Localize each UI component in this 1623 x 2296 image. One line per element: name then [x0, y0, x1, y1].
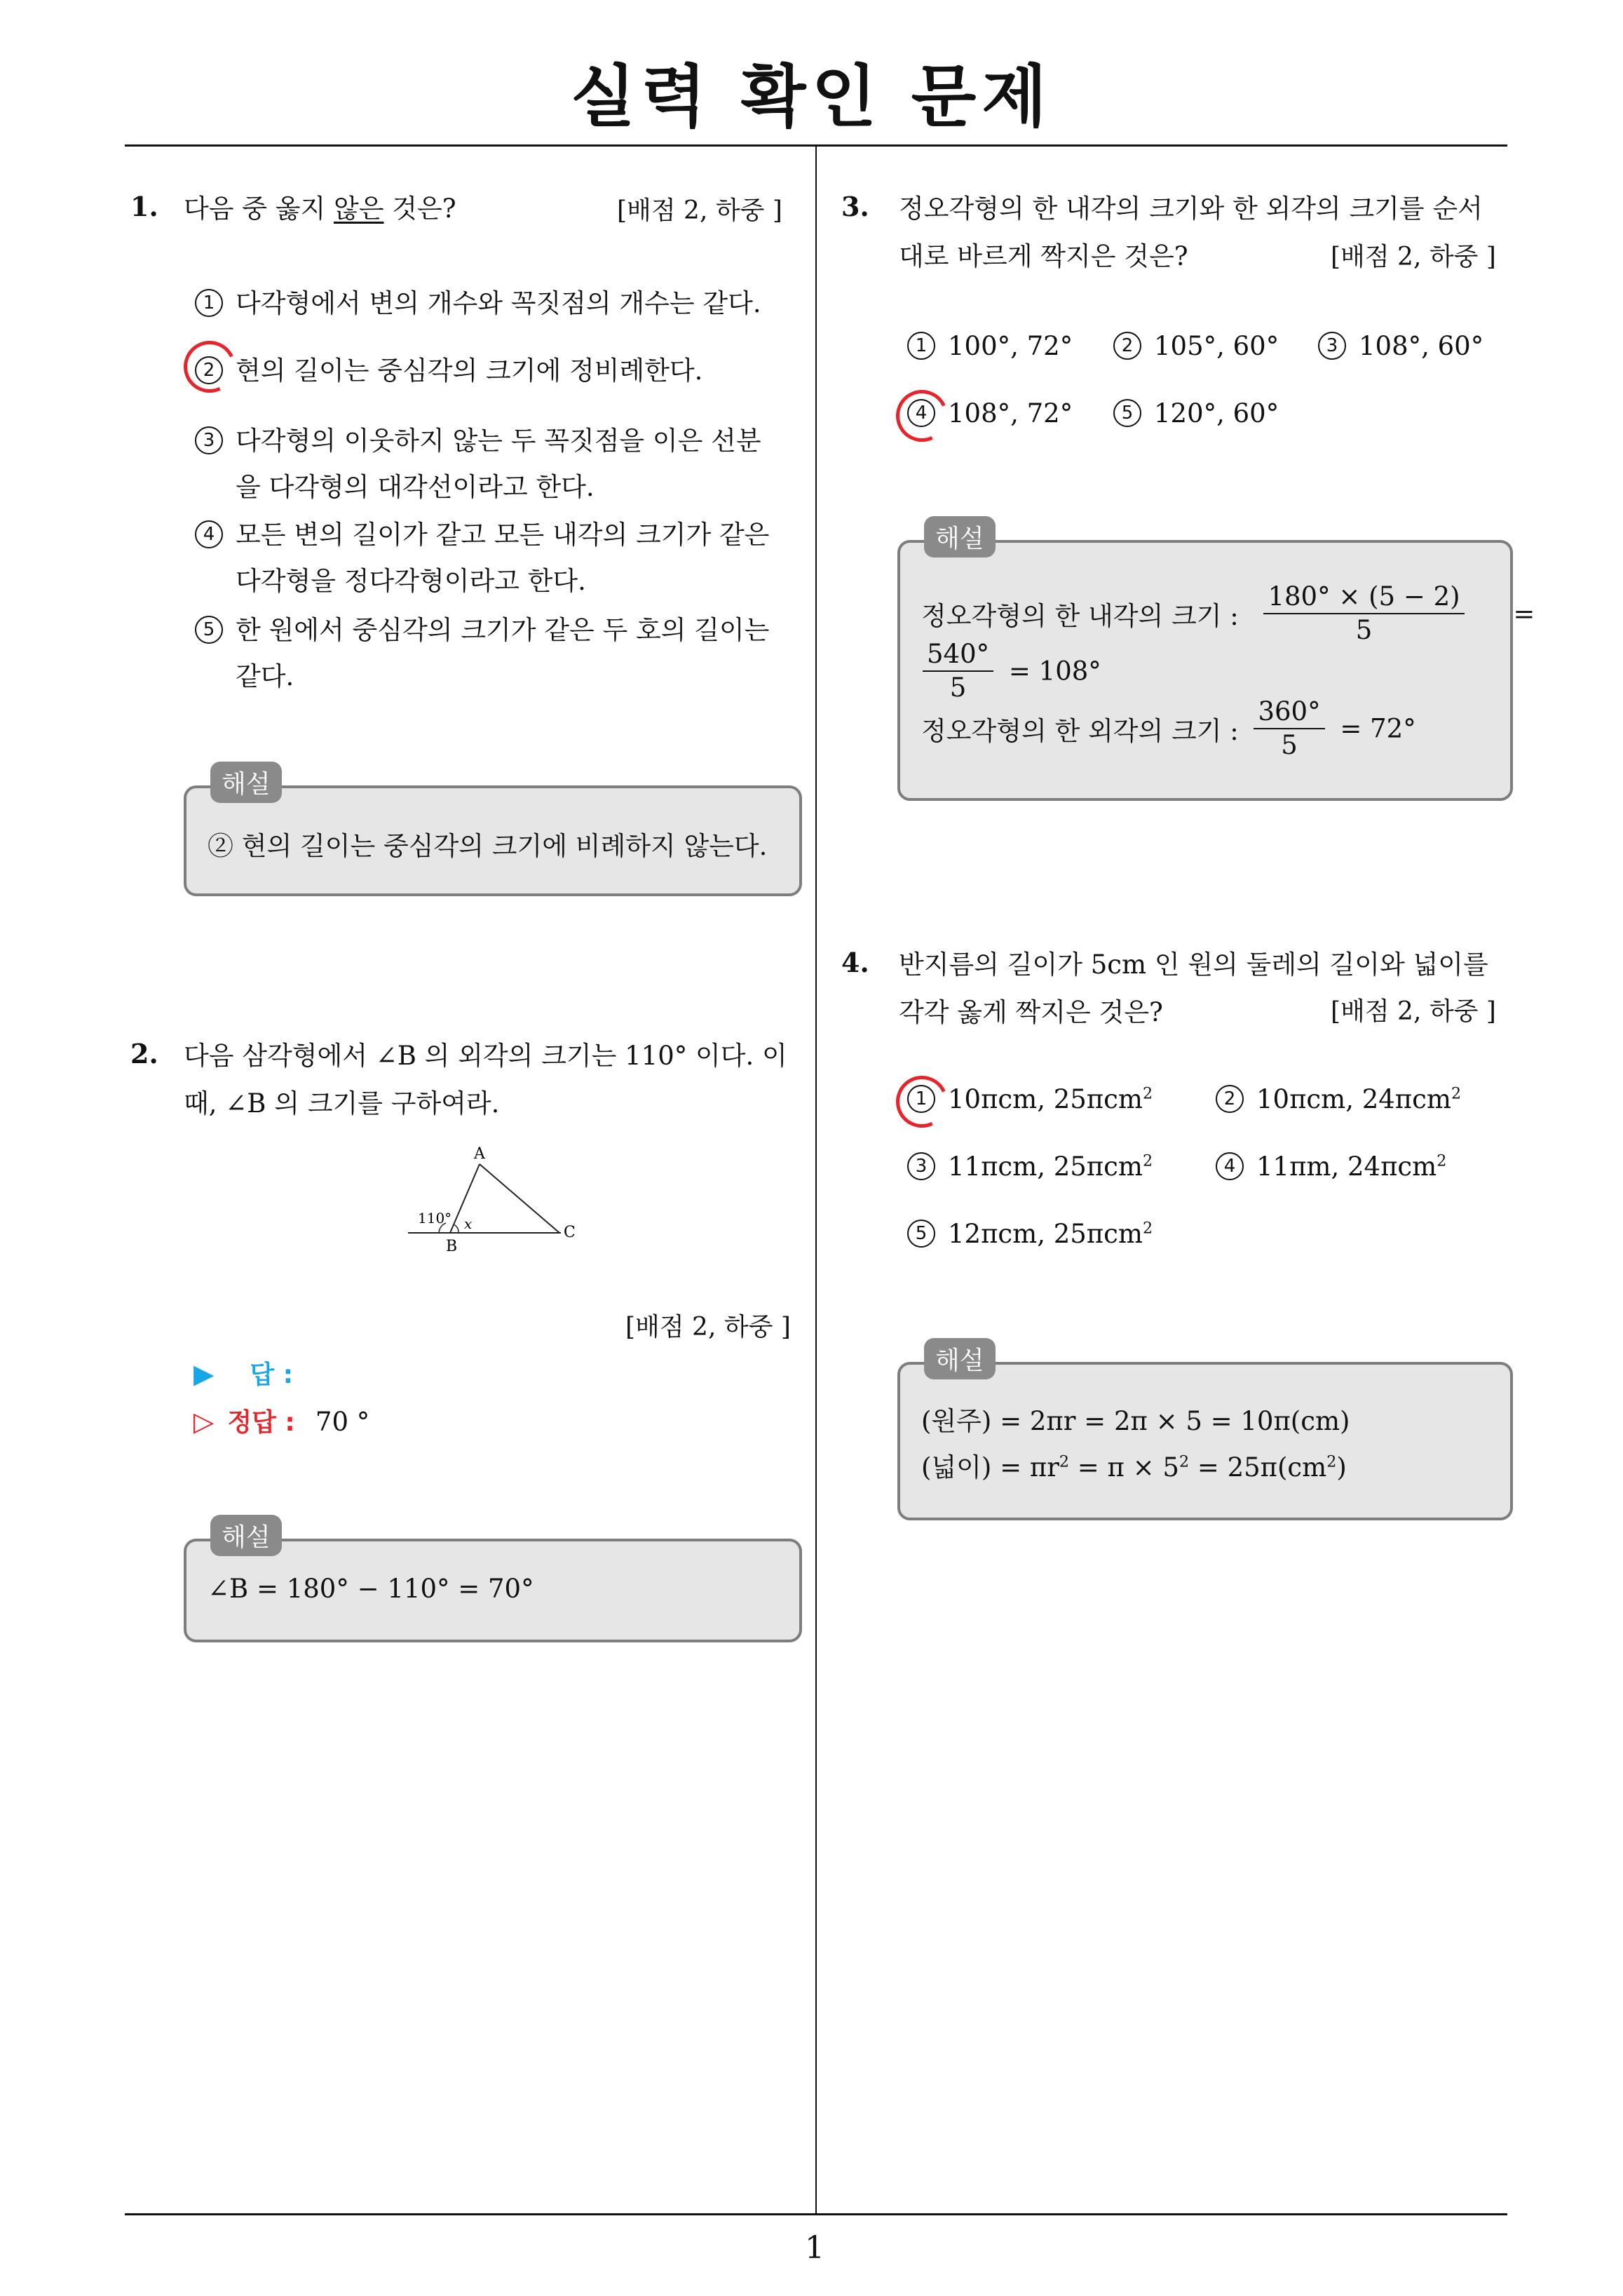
bottom-rule: [125, 2213, 1507, 2215]
q3-expl-frac2: [923, 638, 993, 704]
q3-expl-frac1-num: 180° × (5 − 2): [1263, 581, 1464, 614]
q3-option-2-number: 2: [1113, 332, 1141, 360]
q4-question-line2: 각각 옳게 짝지은 것은?: [899, 997, 1163, 1027]
q2-label-x: x: [464, 1215, 473, 1232]
q2-label-b: B: [446, 1238, 458, 1255]
q3-expl-frac1: [1263, 581, 1464, 647]
q1-question-pre: 다음 중 옳지: [184, 194, 334, 224]
q1-option-5-text: 한 원에서 중심각의 크기가 같은 두 호의 길이는: [236, 615, 770, 645]
q4-question-line1: 반지름의 길이가 5cm 인 원의 둘레의 길이와 넓이를: [899, 950, 1488, 980]
q1-option-1[interactable]: [195, 282, 761, 320]
q4-expl-line2-sup2: 2: [1179, 1452, 1190, 1471]
q1-question: [184, 185, 456, 233]
q4-option-1-text: 10πcm, 25πcm: [948, 1084, 1143, 1114]
q2-label-c: C: [564, 1224, 576, 1241]
q4-expl-line1: (원주) = 2πr = 2π × 5 = 10π(cm): [921, 1406, 1350, 1436]
q2-solution-label: 정답 :: [227, 1408, 295, 1437]
q3-option-4-number: 4: [907, 399, 935, 427]
column-divider: [815, 146, 817, 2215]
q4-score: [배점 2, 하중 ]: [1331, 997, 1496, 1026]
q3-option-2[interactable]: [1113, 331, 1279, 363]
q1-option-5-number: 5: [195, 616, 223, 644]
q3-option-3[interactable]: [1318, 331, 1483, 363]
q2-question-line1: 다음 삼각형에서 ∠B 의 외각의 크기는 110° 이다. 이: [184, 1041, 787, 1071]
q4-number: 4.: [841, 947, 869, 978]
q3-expl-frac3-den: 5: [1281, 730, 1298, 760]
q1-option-5-text-cont: 같다.: [236, 661, 294, 691]
q4-option-4-sup: 2: [1437, 1152, 1447, 1170]
q3-expl-line3-rest: = 72°: [1340, 713, 1416, 744]
q3-answer-mark: [889, 383, 956, 450]
q3-question-line1: 정오각형의 한 내각의 크기와 한 외각의 크기를 순서: [899, 194, 1483, 224]
q3-expl-frac2-den: 5: [949, 673, 967, 703]
q4-expl-line2-d: ): [1336, 1452, 1347, 1483]
q4-option-3[interactable]: [907, 1152, 1153, 1183]
q4-expl-line2-a: (넓이) = πr: [921, 1452, 1059, 1483]
q4-expl-line2-sup3: 2: [1326, 1452, 1337, 1471]
q3-option-3-number: 3: [1318, 332, 1346, 360]
q4-option-2[interactable]: [1216, 1084, 1461, 1116]
q4-expl-line2-b: = π × 5: [1069, 1452, 1179, 1483]
q1-explanation-text: ② 현의 길이는 중심각의 크기에 비례하지 않는다.: [208, 831, 768, 861]
q2-score: [배점 2, 하중 ]: [625, 1313, 791, 1342]
q2-explanation-tag: 해설: [210, 1515, 282, 1556]
q3-expl-frac1-den: 5: [1355, 615, 1373, 645]
q2-number: 2.: [130, 1038, 158, 1069]
q3-option-5[interactable]: [1113, 398, 1279, 430]
q1-question-post: 것은?: [383, 194, 456, 224]
q4-option-3-sup: 2: [1142, 1152, 1153, 1170]
q3-number: 3.: [841, 191, 869, 222]
q3-option-1[interactable]: [907, 331, 1073, 363]
q1-option-3-number: 3: [195, 426, 223, 454]
q4-option-5-number: 5: [907, 1220, 935, 1248]
q2-question-line2: 때, ∠B 의 크기를 구하여라.: [184, 1088, 500, 1119]
q1-explanation-box: [184, 785, 802, 896]
q4-option-5-text: 12πcm, 25πcm: [948, 1219, 1143, 1249]
q2-triangle-figure: [400, 1142, 603, 1261]
q3-option-2-text: 105°, 60°: [1154, 331, 1279, 361]
q4-answer-mark: [889, 1069, 956, 1135]
q2-solution-row: [193, 1403, 369, 1438]
q4-option-2-sup: 2: [1451, 1084, 1462, 1103]
q1-number: 1.: [130, 191, 158, 222]
q4-option-5[interactable]: [907, 1219, 1153, 1250]
q4-option-3-number: 3: [907, 1152, 935, 1180]
q4-explanation-box: [897, 1362, 1513, 1520]
q3-expl-line1-eq: =: [1513, 598, 1535, 629]
q1-answer-mark: [177, 334, 243, 400]
q3-explanation-box: [897, 540, 1535, 801]
q1-option-1-number: 1: [195, 289, 223, 317]
q1-option-3[interactable]: [195, 418, 761, 511]
q4-explanation-tag: 해설: [924, 1338, 996, 1379]
q4-option-4-text: 11πm, 24πcm: [1256, 1152, 1437, 1182]
q3-expl-line1: [921, 581, 1535, 647]
q4-option-4-number: 4: [1216, 1152, 1244, 1180]
q3-option-1-number: 1: [907, 332, 935, 360]
q4-option-3-text: 11πcm, 25πcm: [948, 1152, 1143, 1182]
q1-option-2-text: 현의 길이는 중심각의 크기에 정비례한다.: [236, 356, 703, 386]
q4-expl-line2-c: = 25π(cm: [1189, 1452, 1327, 1483]
page-title: 실력 확인 문제: [570, 58, 1053, 136]
q3-expl-frac3-num: 360°: [1254, 696, 1324, 729]
q4-option-4[interactable]: [1216, 1152, 1446, 1183]
q3-option-3-text: 108°, 60°: [1359, 331, 1484, 361]
q3-expl-line2-rest: = 108°: [1008, 656, 1101, 687]
q1-option-1-text: 다각형에서 변의 개수와 꼭짓점의 개수는 같다.: [236, 288, 761, 318]
q2-answer-row: [193, 1355, 293, 1391]
q2-answer-label: 답 :: [250, 1360, 294, 1389]
q1-option-2-number: 2: [195, 356, 223, 384]
q1-option-5[interactable]: [195, 607, 769, 700]
q2-question: [184, 1032, 787, 1128]
q2-angle-arc-x: [454, 1224, 459, 1233]
q2-answer-arrow-icon: ▶: [193, 1358, 215, 1389]
q1-explanation-tag: 해설: [210, 762, 282, 803]
q1-question-emphasis: 않은: [334, 194, 384, 224]
q3-option-5-number: 5: [1113, 399, 1141, 427]
q3-question-line2: 대로 바르게 짝지은 것은?: [899, 241, 1188, 271]
page-number: 1: [805, 2230, 824, 2266]
q3-score: [배점 2, 하중 ]: [1331, 243, 1496, 271]
q4-option-2-number: 2: [1216, 1085, 1244, 1113]
q1-option-4-text: 모든 변의 길이가 같고 모든 내각의 크기가 같은: [236, 520, 770, 550]
q4-expl-line2-sup1: 2: [1059, 1452, 1070, 1471]
q2-solution-arrow-icon: ▷: [193, 1406, 215, 1437]
q3-expl-frac2-num: 540°: [923, 638, 993, 672]
q3-expl-frac3: [1254, 696, 1324, 762]
q1-score: [배점 2, 하중 ]: [617, 196, 782, 225]
q4-option-5-sup: 2: [1142, 1219, 1153, 1238]
q3-option-5-text: 120°, 60°: [1154, 398, 1279, 428]
q3-option-1-text: 100°, 72°: [948, 331, 1073, 361]
q2-explanation-text: ∠B = 180° − 110° = 70°: [208, 1574, 534, 1604]
q2-side-ac: [480, 1164, 559, 1233]
q1-option-3-text-cont: 을 다각형의 대각선이라고 한다.: [236, 472, 595, 502]
q2-label-angle: 110°: [418, 1210, 452, 1227]
q4-option-1-sup: 2: [1142, 1084, 1153, 1103]
q2-label-a: A: [474, 1145, 485, 1163]
q3-expl-line2: [916, 638, 1101, 704]
q1-option-3-text: 다각형의 이웃하지 않는 두 꼭짓점을 이은 선분: [236, 426, 761, 456]
q3-explanation-tag: 해설: [924, 516, 996, 558]
q1-option-4-number: 4: [195, 520, 223, 548]
q4-expl-line2: [921, 1446, 1347, 1484]
q3-expl-line3: [921, 696, 1416, 762]
q4-option-2-text: 10πcm, 24πcm: [1256, 1084, 1451, 1114]
q1-option-4-text-cont: 다각형을 정다각형이라고 한다.: [236, 566, 586, 596]
q2-solution-value: 70 °: [315, 1407, 370, 1437]
q3-expl-line3-text: 정오각형의 한 외각의 크기 :: [921, 716, 1239, 746]
q3-expl-line1-text: 정오각형의 한 내각의 크기 :: [921, 601, 1239, 631]
q1-option-2[interactable]: [195, 349, 702, 387]
q1-option-4[interactable]: [195, 512, 769, 605]
q3-option-4-text: 108°, 72°: [948, 398, 1073, 428]
q4-option-1-number: 1: [907, 1085, 935, 1113]
